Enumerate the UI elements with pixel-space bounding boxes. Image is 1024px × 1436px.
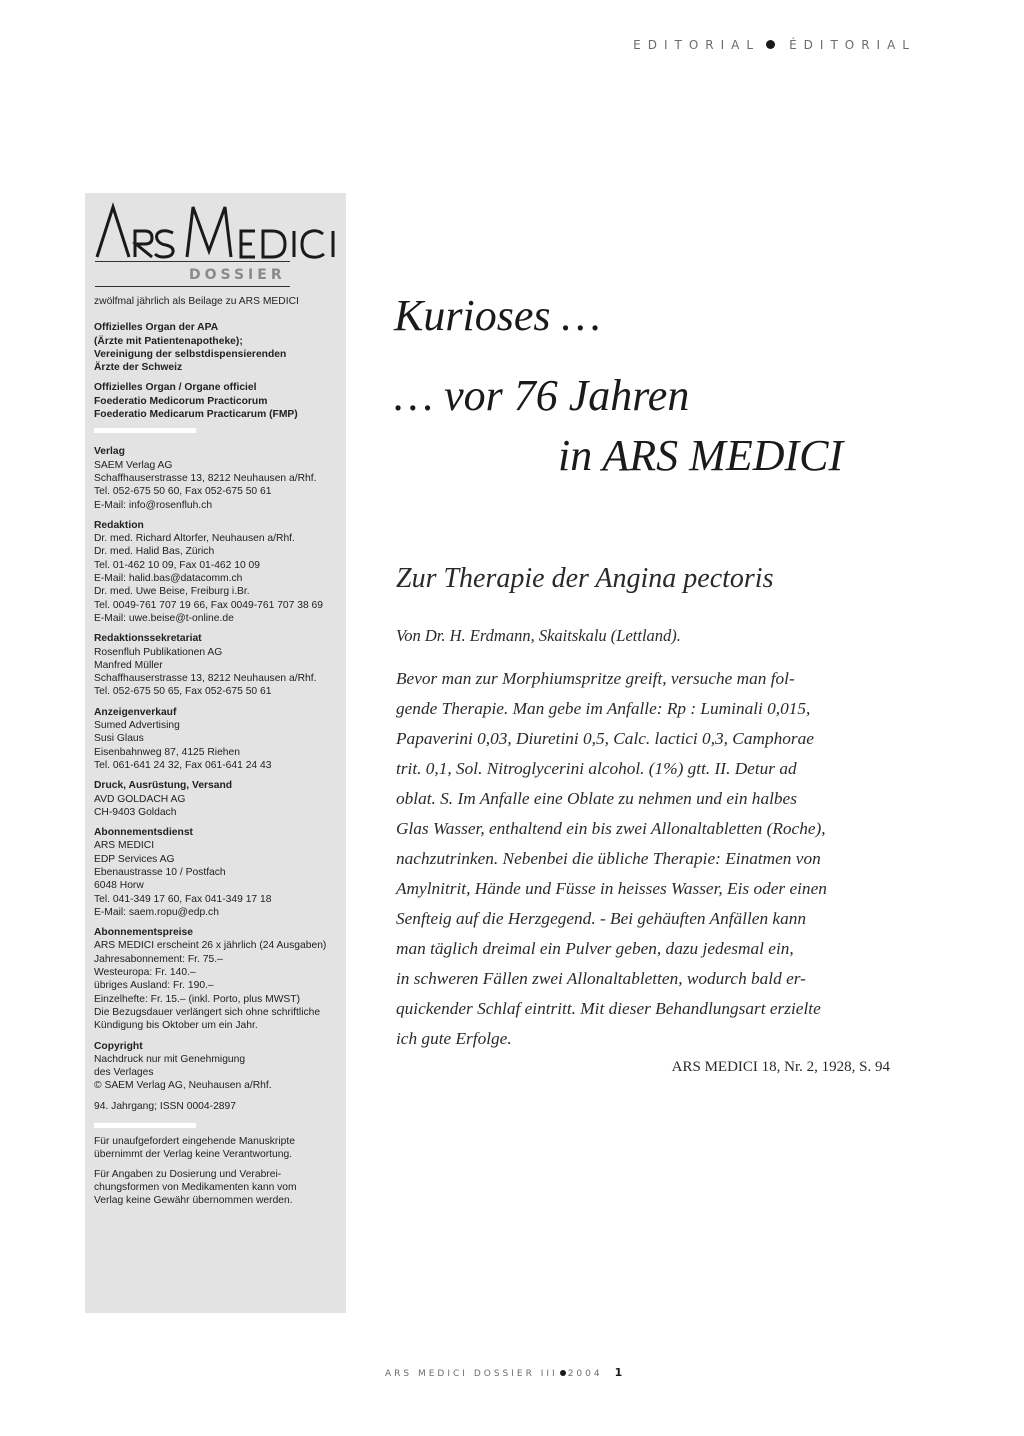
article-subtitle: Zur Therapie der Angina pectoris bbox=[396, 563, 774, 594]
organ-line: (Ärzte mit Patientenapotheke); bbox=[94, 335, 243, 347]
notice-line: chungsformen von Medikamenten kann vom bbox=[94, 1181, 297, 1193]
body-line: nachzutrinken. Nebenbei die übliche Therapie: Einatmen von bbox=[396, 849, 821, 868]
masthead-block bbox=[94, 445, 340, 511]
masthead-block-line: ARS MEDICI erscheint 26 x jährlich (24 Ausgaben) bbox=[94, 940, 327, 952]
masthead-block bbox=[94, 779, 340, 819]
masthead-block-title: Abonnementsdienst bbox=[94, 827, 193, 839]
body-line: gende Therapie. Man gebe im Anfalle: Rp : Luminali 0,015, bbox=[396, 699, 811, 718]
body-line: in schweren Fällen zwei Allonaltabletten, wodurch bald er- bbox=[396, 969, 806, 988]
masthead-block-line: Tel. 061-641 24 32, Fax 061-641 24 43 bbox=[94, 759, 272, 771]
organ-block-apa bbox=[94, 321, 340, 374]
article-title-line1: Kurioses … bbox=[394, 291, 601, 340]
masthead-block-line: Tel. 052-675 50 60, Fax 052-675 50 61 bbox=[94, 486, 272, 498]
body-line: oblat. S. Im Anfalle eine Oblate zu nehmen und ein halbes bbox=[396, 789, 797, 808]
organ-line: Offizielles Organ der APA bbox=[94, 322, 219, 334]
masthead-block-line: Westeuropa: Fr. 140.– bbox=[94, 967, 196, 979]
masthead-block-line: E-Mail: halid.bas@datacomm.ch bbox=[94, 573, 243, 585]
masthead-block-line: Jahresabonnement: Fr. 75.– bbox=[94, 953, 223, 965]
masthead-block-title: Druck, Ausrüstung, Versand bbox=[94, 780, 233, 792]
body-line: Senfteig auf die Herzgegend. - Bei gehäuften Anfällen kann bbox=[396, 909, 807, 928]
masthead-block-line: Tel. 052-675 50 65, Fax 052-675 50 61 bbox=[94, 686, 272, 698]
masthead-block-line: des Verlages bbox=[94, 1067, 154, 1079]
manuscript-notice bbox=[94, 1135, 340, 1162]
masthead-block-line: © SAEM Verlag AG, Neuhausen a/Rhf. bbox=[94, 1080, 272, 1092]
masthead-block-line: ARS MEDICI bbox=[94, 840, 155, 852]
masthead-block-line: Tel. 041-349 17 60, Fax 041-349 17 18 bbox=[94, 893, 272, 905]
article-body bbox=[396, 664, 906, 1054]
footer-label: ARS MEDICI DOSSIER III bbox=[385, 1369, 558, 1379]
issn-text: 94. Jahrgang; ISSN 0004-2897 bbox=[94, 1100, 236, 1112]
body-line: Glas Wasser, enthaltend ein bis zwei Allonaltabletten (Roche), bbox=[396, 819, 826, 838]
masthead-sidebar bbox=[85, 193, 346, 1313]
masthead-block bbox=[94, 706, 340, 772]
article-title-line3: in ARS MEDICI bbox=[558, 431, 844, 480]
masthead-block-line: Eisenbahnweg 87, 4125 Riehen bbox=[94, 746, 240, 758]
masthead-block-line: E-Mail: saem.ropu@edp.ch bbox=[94, 906, 219, 918]
masthead-block bbox=[94, 519, 340, 625]
header-editorial-fr: ÉDITORIAL bbox=[789, 38, 916, 52]
masthead-block-title: Redaktion bbox=[94, 519, 144, 531]
notice-line: Für unaufgefordert eingehende Manuskripte bbox=[94, 1136, 295, 1148]
masthead-block-title: Verlag bbox=[94, 446, 125, 458]
masthead-block-line: Rosenfluh Publikationen AG bbox=[94, 646, 223, 658]
organ-line: Ärzte der Schweiz bbox=[94, 362, 183, 374]
logo-rule bbox=[95, 261, 290, 262]
bullet-icon bbox=[766, 40, 775, 49]
ars-medici-logo bbox=[95, 201, 340, 259]
organ-line: Foederatio Medicarum Practicarum (FMP) bbox=[94, 409, 298, 421]
masthead-block bbox=[94, 632, 340, 698]
dosage-notice bbox=[94, 1168, 340, 1208]
masthead-block-line: 6048 Horw bbox=[94, 880, 144, 892]
article-source: ARS MEDICI 18, Nr. 2, 1928, S. 94 bbox=[671, 1059, 890, 1075]
notice-line: Verlag keine Gewähr übernommen werden. bbox=[94, 1195, 293, 1207]
masthead-block-line: Schaffhauserstrasse 13, 8212 Neuhausen a/Rhf. bbox=[94, 673, 317, 685]
body-line: man täglich dreimal ein Pulver geben, dazu jedesmal ein, bbox=[396, 939, 794, 958]
masthead-block bbox=[94, 1040, 340, 1093]
masthead-block-line: Nachdruck nur mit Genehmigung bbox=[94, 1053, 246, 1065]
masthead-block-line: E-Mail: uwe.beise@t-online.de bbox=[94, 612, 234, 624]
masthead-block-line: EDP Services AG bbox=[94, 853, 175, 865]
notice-line: übernimmt der Verlag keine Verantwortung. bbox=[94, 1149, 293, 1161]
article-title-line2: … vor 76 Jahren bbox=[394, 371, 690, 420]
masthead-block-line: Dr. med. Halid Bas, Zürich bbox=[94, 546, 215, 558]
masthead-block-line: Sumed Advertising bbox=[94, 720, 180, 732]
masthead-block-line: SAEM Verlag AG bbox=[94, 459, 173, 471]
body-line: Bevor man zur Morphiumspritze greift, versuche man fol- bbox=[396, 669, 795, 688]
masthead-block-line: Einzelhefte: Fr. 15.– (inkl. Porto, plus MWST) bbox=[94, 993, 301, 1005]
article-author: Von Dr. H. Erdmann, Skaitskalu (Lettland). bbox=[396, 626, 681, 645]
organ-block-fmp bbox=[94, 381, 340, 421]
masthead-block-title: Abonnementspreise bbox=[94, 927, 193, 939]
masthead-block bbox=[94, 826, 340, 919]
masthead-block-line: Susi Glaus bbox=[94, 733, 144, 745]
masthead-tagline: zwölfmal jährlich als Beilage zu ARS MEDICI bbox=[94, 296, 299, 307]
masthead-block-line: Ebenaustrasse 10 / Postfach bbox=[94, 866, 226, 878]
masthead-block-line: Kündigung bis Oktober um ein Jahr. bbox=[94, 1020, 258, 1032]
body-line: quickender Schlaf eintritt. Mit dieser Behandlungsart erzielte bbox=[396, 999, 821, 1018]
section-divider bbox=[94, 1123, 196, 1128]
masthead-block-line: Dr. med. Uwe Beise, Freiburg i.Br. bbox=[94, 586, 250, 598]
masthead-content bbox=[94, 295, 340, 1214]
masthead-block-title: Redaktionssekretariat bbox=[94, 633, 202, 645]
body-line: Amylnitrit, Hände und Füsse in heisses Wasser, Eis oder einen bbox=[396, 879, 827, 898]
body-line: ich gute Erfolge. bbox=[396, 1029, 512, 1048]
page-number: 1 bbox=[614, 1366, 623, 1379]
masthead-block-line: E-Mail: info@rosenfluh.ch bbox=[94, 499, 213, 511]
masthead-block-line: Dr. med. Richard Altorfer, Neuhausen a/Rhf. bbox=[94, 533, 295, 545]
bullet-icon bbox=[560, 1370, 566, 1376]
masthead-block-line: Tel. 01-462 10 09, Fax 01-462 10 09 bbox=[94, 559, 261, 571]
issn-line bbox=[94, 1100, 340, 1113]
body-line: trit. 0,1, Sol. Nitroglycerini alcohol. (1%) gtt. II. Detur ad bbox=[396, 759, 797, 778]
footer-year: 2004 bbox=[567, 1369, 603, 1379]
masthead-block-line: Tel. 0049-761 707 19 66, Fax 0049-761 707 38 69 bbox=[94, 599, 323, 611]
masthead-block bbox=[94, 926, 340, 1032]
notice-line: Für Angaben zu Dosierung und Verabrei- bbox=[94, 1168, 282, 1180]
masthead-block-line: AVD GOLDACH AG bbox=[94, 793, 186, 805]
dossier-label: DOSSIER bbox=[189, 267, 286, 283]
masthead-blocks bbox=[94, 445, 340, 1092]
masthead-block-line: übriges Ausland: Fr. 190.– bbox=[94, 980, 214, 992]
masthead-block-line: Manfred Müller bbox=[94, 659, 163, 671]
masthead-block-line: Die Bezugsdauer verlängert sich ohne schriftliche bbox=[94, 1006, 321, 1018]
organ-line: Offizielles Organ / Organe officiel bbox=[94, 382, 257, 394]
masthead-block-line: Schaffhauserstrasse 13, 8212 Neuhausen a/Rhf. bbox=[94, 472, 317, 484]
section-divider bbox=[94, 428, 196, 433]
masthead-block-title: Anzeigenverkauf bbox=[94, 706, 177, 718]
masthead-block-line: CH-9403 Goldach bbox=[94, 806, 177, 818]
body-line: Papaverini 0,03, Diuretini 0,5, Calc. lactici 0,3, Camphorae bbox=[396, 729, 814, 748]
header-editorial: EDITORIAL bbox=[633, 38, 761, 52]
organ-line: Vereinigung der selbstdispensierenden bbox=[94, 348, 287, 360]
dossier-rule bbox=[95, 286, 290, 287]
organ-line: Foederatio Medicorum Practicorum bbox=[94, 395, 268, 407]
page-footer bbox=[385, 1366, 622, 1379]
masthead-block-title: Copyright bbox=[94, 1040, 143, 1052]
running-header bbox=[633, 38, 916, 52]
